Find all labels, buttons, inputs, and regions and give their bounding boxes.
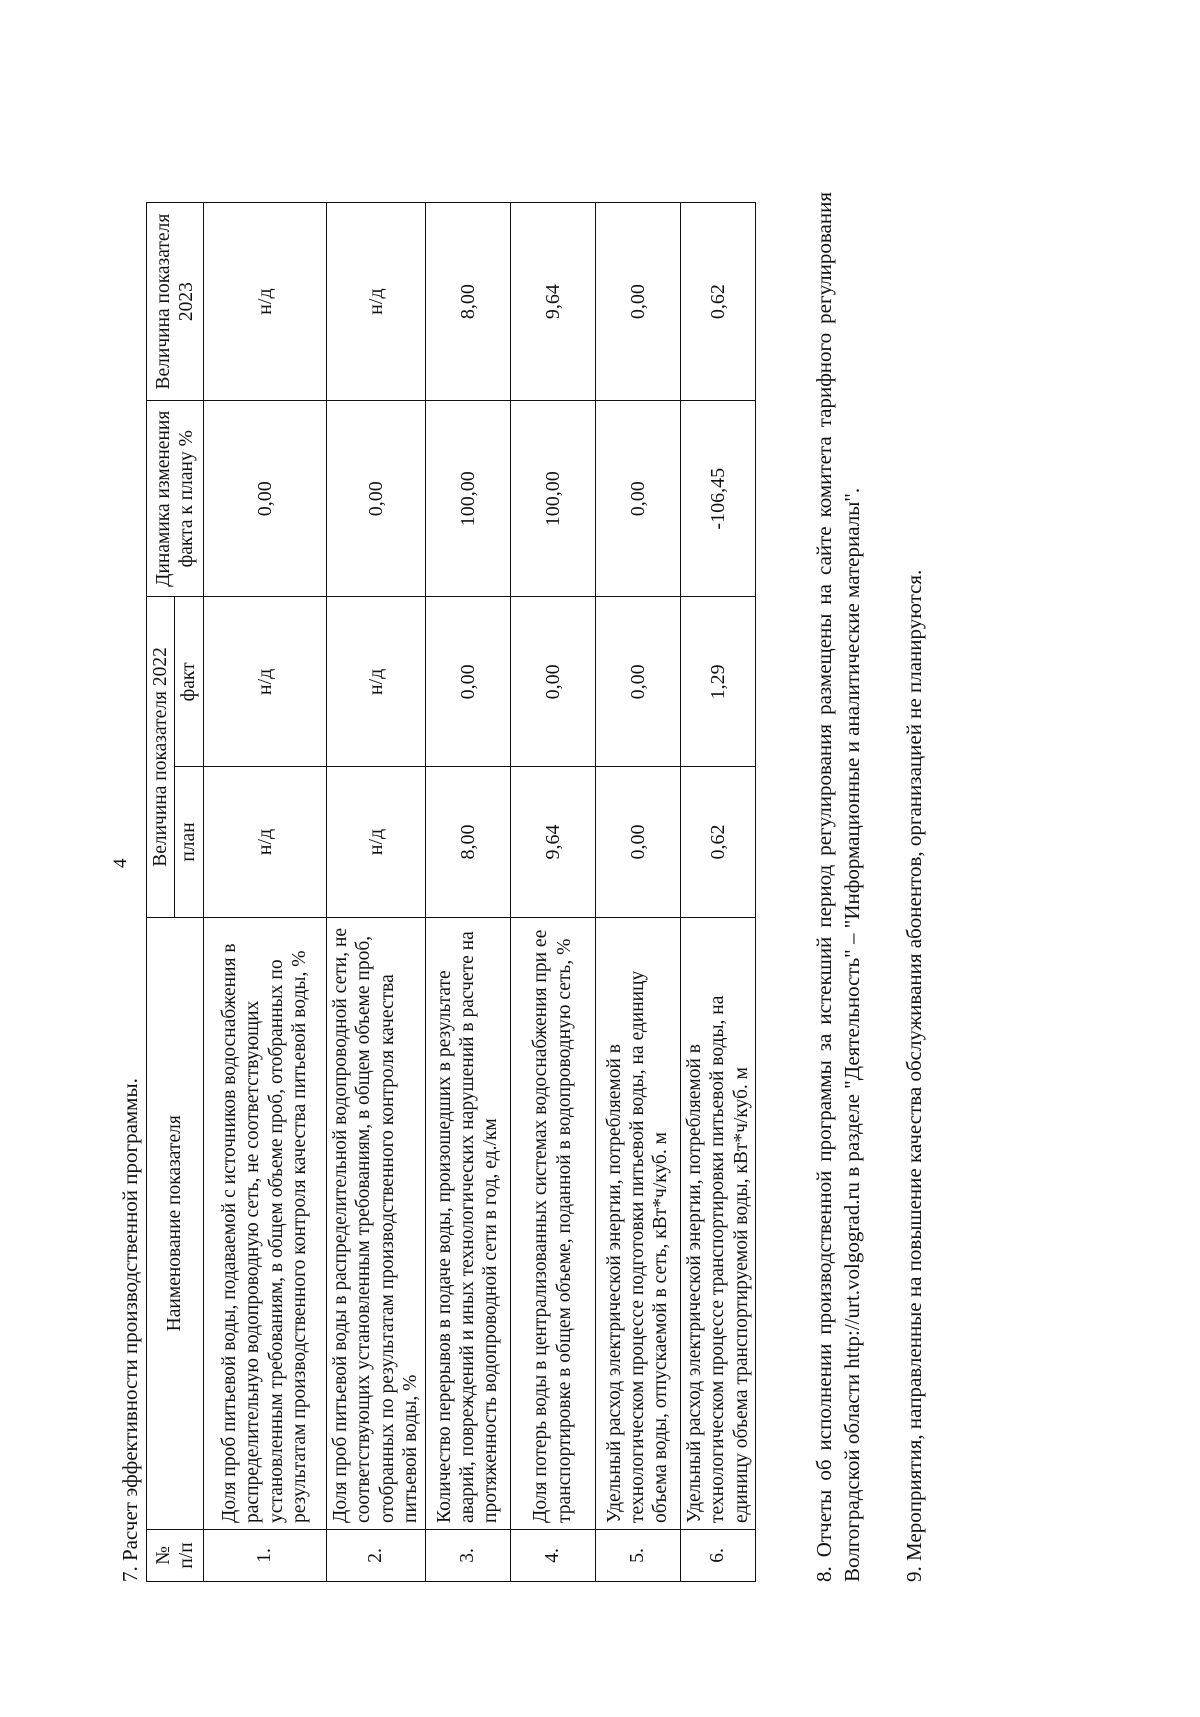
row-num: 1.	[203, 1529, 326, 1581]
row-name: Количество перерывов в подаче воды, произошедших в результате аварий, повреждений и иных технологических нарушений в расчете на протяженность водопроводной сети в год, ед./км	[425, 917, 510, 1529]
row-dynamics: 0,00	[595, 401, 680, 597]
row-plan: н/д	[326, 767, 425, 917]
header-name: Наименование показателя	[147, 917, 204, 1529]
table-row	[425, 203, 510, 1582]
row-fact: 1,29	[680, 597, 755, 767]
row-dynamics: 0,00	[203, 401, 326, 597]
efficiency-table	[146, 202, 756, 1582]
row-num: 2.	[326, 1529, 425, 1581]
row-num: 5.	[595, 1529, 680, 1581]
table-row	[203, 203, 326, 1582]
header-dynamics: Динамика изменения факта к плану %	[147, 401, 204, 597]
row-num: 3.	[425, 1529, 510, 1581]
row-name: Удельный расход электрической энергии, потребляемой в технологическом процессе транспортировки питьевой воды, на единицу объема транспортируемой воды, кВт*ч/куб. м	[680, 917, 755, 1529]
row-fact: 0,00	[425, 597, 510, 767]
row-name: Удельный расход электрической энергии, потребляемой в технологическом процессе подготовки питьевой воды, на единицу объема воды, отпускаемой в сеть, кВт*ч/куб. м	[595, 917, 680, 1529]
page-number: 4	[110, 858, 131, 868]
row-plan: 9,64	[510, 767, 595, 917]
row-dynamics: -106,45	[680, 401, 755, 597]
row-plan: 0,00	[595, 767, 680, 917]
rotated-page-content	[110, 130, 930, 1600]
section-7-title: 7. Расчет эффективности производственной программы.	[118, 1078, 142, 1582]
paragraph-9: 9. Мероприятия, направленные на повышение качества обслуживания абонентов, организацией не планируются.	[902, 569, 926, 1582]
row-fact: н/д	[326, 597, 425, 767]
table-row	[326, 203, 425, 1582]
table-row	[510, 203, 595, 1582]
row-fact: н/д	[203, 597, 326, 767]
header-plan: план	[175, 767, 203, 917]
row-name: Доля проб питьевой воды, подаваемой с источников водоснабжения в распределительную водопроводную сеть, не соответствующих установленным требованиям, в общем объеме проб, отобранных по результатам производственного контроля качества питьевой воды, %	[203, 917, 326, 1529]
row-value-2023: 8,00	[425, 203, 510, 401]
table-row	[680, 203, 755, 1582]
row-name: Доля потерь воды в централизованных системах водоснабжения при ее транспортировке в общем объеме, поданной в водопроводную сеть, %	[510, 917, 595, 1529]
row-value-2023: н/д	[203, 203, 326, 401]
row-plan: 8,00	[425, 767, 510, 917]
row-fact: 0,00	[510, 597, 595, 767]
header-value-2022: Величина показателя 2022	[147, 597, 175, 917]
row-value-2023: 0,62	[680, 203, 755, 401]
row-dynamics: 100,00	[425, 401, 510, 597]
row-num: 4.	[510, 1529, 595, 1581]
row-num: 6.	[680, 1529, 755, 1581]
row-plan: 0,62	[680, 767, 755, 917]
row-plan: н/д	[203, 767, 326, 917]
header-value-2023: Величина показателя 2023	[147, 203, 204, 401]
paragraph-8: 8. Отчеты об исполнении производственной программы за истекший период регулирования размещены на сайте комитета тарифного регулирования Волгоградской области http://urt.volgograd.ru в разделе "Деятельность" – "Информационные и аналитические материалы".	[812, 192, 865, 1582]
header-fact: факт	[175, 597, 203, 767]
row-value-2023: 9,64	[510, 203, 595, 401]
row-dynamics: 0,00	[326, 401, 425, 597]
row-name: Доля проб питьевой воды в распределительной водопроводной сети, не соответствующих установленным требованиям, в общем объеме проб, отобранных по результатам производственного контроля качества питьевой воды, %	[326, 917, 425, 1529]
table-row	[595, 203, 680, 1582]
row-value-2023: 0,00	[595, 203, 680, 401]
row-fact: 0,00	[595, 597, 680, 767]
header-num: № п/п	[147, 1529, 204, 1581]
row-dynamics: 100,00	[510, 401, 595, 597]
row-value-2023: н/д	[326, 203, 425, 401]
